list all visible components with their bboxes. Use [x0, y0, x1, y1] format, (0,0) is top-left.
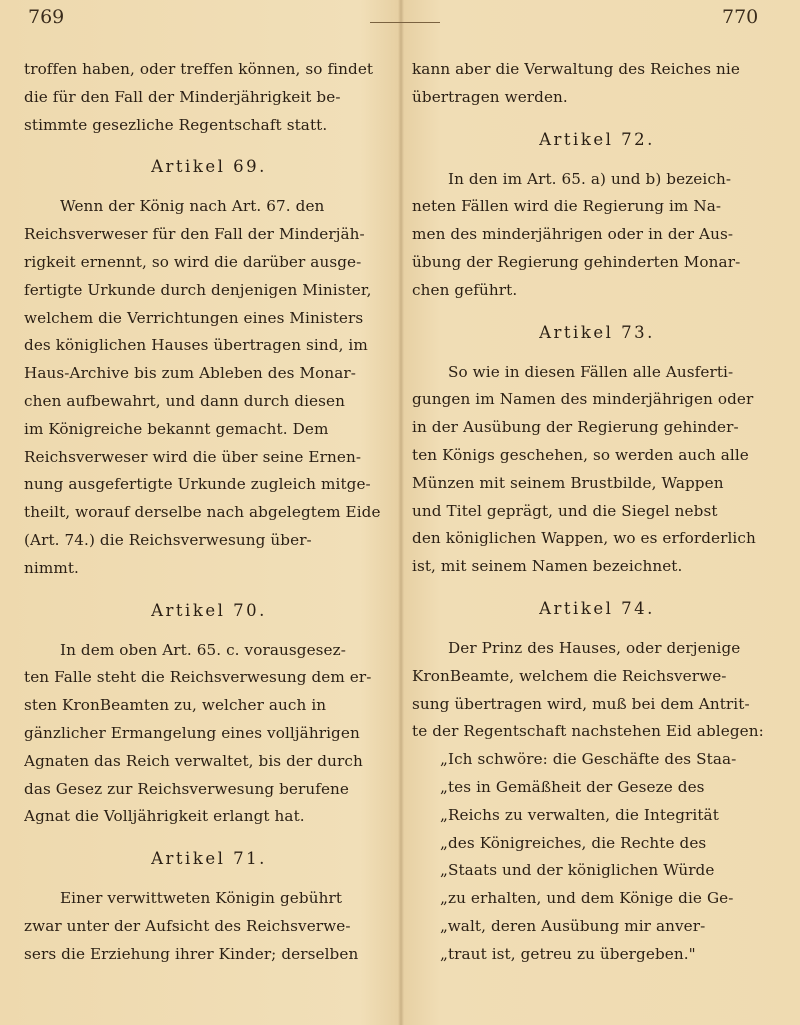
text-line: Münzen mit seinem Brustbilde, Wappen [412, 473, 724, 492]
text-line: troffen haben, oder treffen können, so findet [24, 60, 374, 78]
text-line: fertigte Urkunde durch denjenigen Minister, [24, 280, 372, 299]
oath-line: „Ich schwöre: die Geschäfte des Staa- [440, 750, 737, 769]
text-line: chen geführt. [412, 280, 518, 299]
oath-line: „Reichs zu verwalten, die Integrität [440, 805, 719, 824]
article-heading: Artikel 73. [539, 322, 655, 342]
text-line: Der Prinz des Hauses, oder derjenige [448, 638, 741, 657]
text-line: nimmt. [24, 558, 79, 577]
text-line: In den im Art. 65. a) und b) bezeich- [448, 169, 732, 188]
text-line: sung übertragen wird, muß bei dem Antrit- [412, 694, 750, 713]
oath-line: „des Königreiches, die Rechte des [440, 833, 707, 852]
article-heading: Artikel 71. [151, 849, 267, 869]
text-line: welchem die Verrichtungen eines Ministers [24, 308, 364, 327]
article-heading: Artikel 69. [151, 157, 267, 177]
text-line: Reichsverweser wird die über seine Ernen- [24, 447, 362, 466]
text-line: gänzlicher Ermangelung eines volljährigen [24, 723, 360, 742]
oath-line: „tes in Gemäßheit der Geseze des [440, 777, 705, 796]
text-line: nung ausgefertigte Urkunde zugleich mitge- [24, 475, 371, 494]
left-page-column [24, 56, 394, 969]
oath-line: „traut ist, getreu zu übergeben." [440, 944, 696, 963]
text-line: neten Fällen wird die Regierung im Na- [412, 197, 722, 216]
text-line: In dem oben Art. 65. c. vorausgesez- [60, 640, 346, 659]
text-line: ten Falle steht die Reichsverwesung dem er- [24, 668, 372, 687]
text-line: theilt, worauf derselbe nach abgelegtem Eide [24, 503, 381, 522]
text-line: im Königreiche bekannt gemacht. Dem [24, 419, 329, 438]
text-line: Agnat die Volljährigkeit erlangt hat. [24, 807, 305, 826]
text-line: stimmte gesezliche Regentschaft statt. [24, 115, 328, 134]
text-line: Haus-Archive bis zum Ableben des Monar- [24, 364, 356, 383]
oath-line: „zu erhalten, und dem Könige die Ge- [440, 889, 734, 908]
left-page-number: 769 [28, 6, 65, 28]
text-line: des königlichen Hauses übertragen sind, im [24, 336, 368, 355]
text-line: übung der Regierung gehinderten Monar- [412, 252, 741, 271]
book-gutter [398, 0, 404, 1025]
text-line: in der Ausübung der Regierung gehinder- [412, 418, 739, 437]
text-line: ist, mit seinem Namen bezeichnet. [412, 557, 683, 576]
text-line: KronBeamte, welchem die Reichsverwe- [412, 666, 727, 685]
text-line: Reichsverweser für den Fall der Minderjäh- [24, 225, 365, 244]
text-line: ten Königs geschehen, so werden auch alle [412, 445, 749, 464]
text-line: das Gesez zur Reichsverwesung berufene [24, 779, 350, 798]
text-line: chen aufbewahrt, und dann durch diesen [24, 391, 345, 410]
text-line: die für den Fall der Minderjährigkeit be- [24, 87, 341, 106]
text-line: zwar unter der Aufsicht des Reichsverwe- [24, 916, 351, 935]
text-line: men des minderjährigen oder in der Aus- [412, 225, 734, 244]
text-line: und Titel geprägt, und die Siegel nebst [412, 501, 718, 520]
text-line: Wenn der König nach Art. 67. den [60, 197, 325, 216]
article-heading: Artikel 70. [151, 600, 267, 620]
text-line: kann aber die Verwaltung des Reiches nie [412, 60, 740, 78]
text-line: sten KronBeamten zu, welcher auch in [24, 696, 327, 715]
text-line: sers die Erziehung ihrer Kinder; derselben [24, 944, 359, 963]
text-line: So wie in diesen Fällen alle Ausferti- [448, 362, 734, 381]
right-page-column [412, 56, 782, 969]
oath-line: „walt, deren Ausübung mir anver- [440, 916, 706, 935]
text-line: te der Regentschaft nachstehen Eid ablegen: [412, 722, 764, 741]
oath-line: „Staats und der königlichen Würde [440, 861, 715, 880]
article-heading: Artikel 72. [539, 129, 655, 149]
text-line: den königlichen Wappen, wo es erforderlich [412, 529, 756, 548]
text-line: Agnaten das Reich verwaltet, bis der durch [24, 751, 363, 770]
text-line: gungen im Namen des minderjährigen oder [412, 390, 754, 409]
right-page-number: 770 [722, 6, 759, 28]
text-line: übertragen werden. [412, 87, 568, 106]
article-heading: Artikel 74. [539, 598, 655, 618]
text-line: Einer verwittweten Königin gebührt [60, 889, 343, 908]
text-line: (Art. 74.) die Reichsverwesung über- [24, 530, 312, 549]
text-line: rigkeit ernennt, so wird die darüber ausge- [24, 252, 362, 271]
header-rule [370, 22, 440, 23]
